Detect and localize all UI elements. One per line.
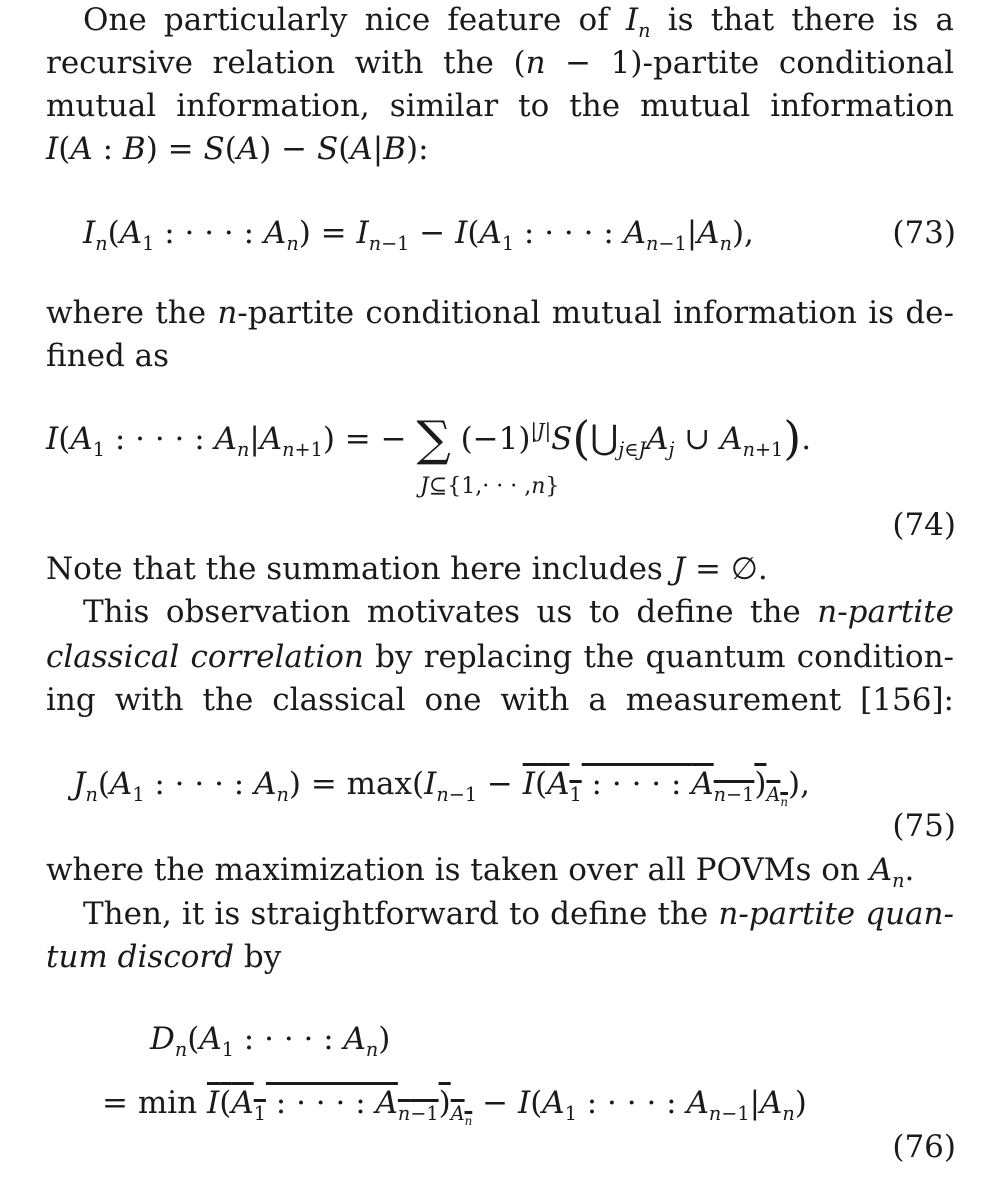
paragraph-4-line-1: This observation motivates us to define the n-partite	[83, 594, 954, 630]
summation-sign: ∑	[416, 411, 451, 467]
paragraph-6-line-2: tum discord by	[46, 939, 282, 975]
paragraph-4-line-3: ing with the classical one with a measurement [156]:	[46, 682, 954, 718]
equation-75: $J_n(A_1$ : · · · : $A_n) = \max(I_{n-1} - I(A_1$ : · · · : $A_{n-1})_{A_n}$),	[73, 766, 810, 810]
paragraph-1-line-2: recursive relation with the (n − 1)-partite conditional	[46, 45, 954, 81]
paragraph-2-line-2: fined as	[46, 338, 170, 374]
paragraph-2-line-1: where the n-partite conditional mutual information is de-	[46, 295, 954, 331]
paragraph-3-line-1: Note that the summation here includes J = ∅.	[46, 551, 768, 587]
paragraph-1-line-3: mutual information, similar to the mutual information	[46, 88, 954, 124]
paragraph-1-line-4: I(A : B) = S(A) − S(A|B):	[46, 131, 429, 167]
equation-73: $I_n(A_1$ : · · · : $A_n) = I_{n-1} - I(A_1$ : · · · : $A_{n-1}|A_n$),	[83, 215, 754, 256]
equation-number-74: (74)	[892, 507, 956, 543]
paragraph-5-line-1: where the maximization is taken over all POVMs on $A_n$.	[46, 852, 915, 893]
equation-74: $I(A_1$ : · · · : $A_n|A_{n+1}$) = − ∑ $(-1)^{|J|}S(⋃_{j\in J}A_j$ ∪ $A_{n+1}$).	[46, 411, 812, 467]
equation-number-75: (75)	[892, 808, 956, 844]
summation-subscript: J⊆{1,· · · ,n}	[420, 474, 560, 499]
paragraph-1-line-1: One particularly nice feature of $I_n$ is that there is a	[83, 2, 954, 43]
paragraph-4-line-2: classical correlation by replacing the quantum condition-	[46, 639, 955, 675]
equation-76-line-2: = $\min I(A_1$ : · · · : $A_{n-1})_{A_n} - I(A_1$ : · · · : $A_{n-1}|A_n$)	[102, 1085, 807, 1129]
equation-76-line-1: $D_n(A_1$ : · · · : $A_n$)	[150, 1021, 391, 1062]
equation-number-73: (73)	[892, 215, 956, 251]
paragraph-6-line-1: Then, it is straightforward to define the n-partite quan-	[83, 896, 954, 932]
equation-number-76: (76)	[892, 1129, 956, 1165]
